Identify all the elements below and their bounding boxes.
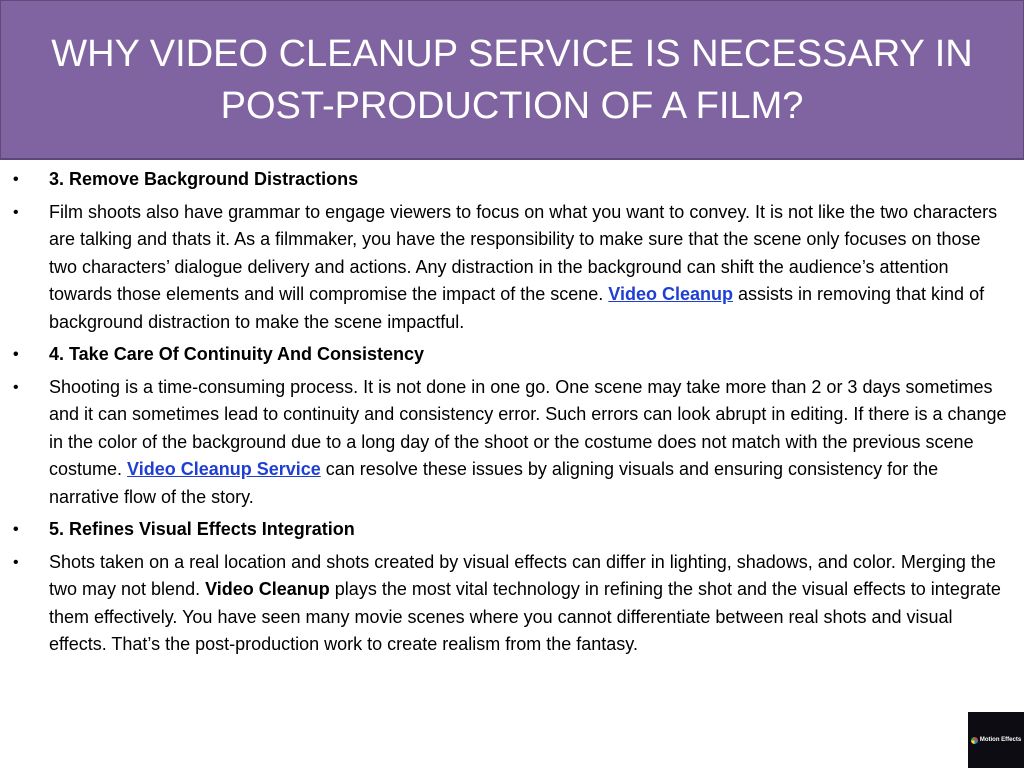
paragraph-continuity — [0, 374, 1010, 512]
slide-title — [31, 28, 992, 132]
section-heading-vfx-integration — [0, 516, 1010, 544]
heading-text: 4. Take Care Of Continuity And Consistency — [49, 344, 425, 364]
bullet-marker: • — [13, 521, 19, 538]
paragraph-vfx-integration — [0, 549, 1010, 659]
slide-title-line-1: WHY VIDEO CLEANUP SERVICE IS NECESSARY IN — [51, 32, 973, 75]
bullet-marker: • — [13, 171, 19, 188]
bullet-marker: • — [13, 203, 19, 221]
video-cleanup-link[interactable]: Video Cleanup — [608, 284, 733, 304]
section-heading-remove-distractions — [0, 166, 1010, 194]
paragraph-text-before: Shots taken on a real location and shots created by visual effects can differ in lighting, shadows, and color. Merging the two may not blend. — [49, 551, 996, 599]
content-body — [0, 166, 1010, 664]
bullet-marker: • — [13, 553, 19, 571]
paragraph-text-before: Shooting is a time-consuming process. It is not done in one go. One scene may take more than 2 or 3 days sometimes and it can sometimes lead to continuity and consistency error. Such errors can look abrupt in editing. If there is a change in the color of the background due to a long day of the shoot or the costume does not match with the previous scene costume. — [49, 376, 1007, 479]
bullet-marker: • — [13, 378, 19, 396]
logo-text: Motion Effects — [979, 737, 1022, 743]
paragraph-text-after: plays the most vital technology in refining the shot and the visual effects to integrate them effectively. You have seen many movie scenes where you cannot differentiate between real shots and visual effects. That’s the post-production work to create realism from the fantasy. — [49, 579, 1001, 654]
slide-title-line-2: POST-PRODUCTION OF A FILM? — [220, 84, 804, 127]
paragraph-bold-term: Video Cleanup — [205, 579, 330, 599]
heading-text: 5. Refines Visual Effects Integration — [49, 519, 355, 539]
paragraph-text-before: Film shoots also have grammar to engage viewers to focus on what you want to convey. It is not like the two characters are talking and thats it. As a filmmaker, you have the responsibility to make sure that the scene only focuses on those two characters’ dialogue delivery and actions. Any distraction in the background can shift the audience’s attention towards those elements and will compromise the impact of the scene. — [49, 201, 998, 304]
bullet-marker: • — [13, 346, 19, 363]
paragraph-text-after: can resolve these issues by aligning visuals and ensuring consistency for the narrative flow of the story. — [49, 459, 939, 507]
bullet-list — [0, 166, 1010, 659]
title-banner — [0, 0, 1024, 160]
video-cleanup-service-link[interactable]: Video Cleanup Service — [127, 459, 321, 479]
section-heading-continuity — [0, 341, 1010, 369]
paragraph-text-after: assists in removing that kind of background distraction to make the scene impactful. — [49, 284, 985, 332]
motion-effects-logo-icon — [971, 737, 978, 744]
paragraph-remove-distractions — [0, 199, 1010, 337]
company-logo — [968, 712, 1024, 768]
logo-inner — [971, 737, 1021, 744]
heading-text: 3. Remove Background Distractions — [49, 169, 359, 189]
